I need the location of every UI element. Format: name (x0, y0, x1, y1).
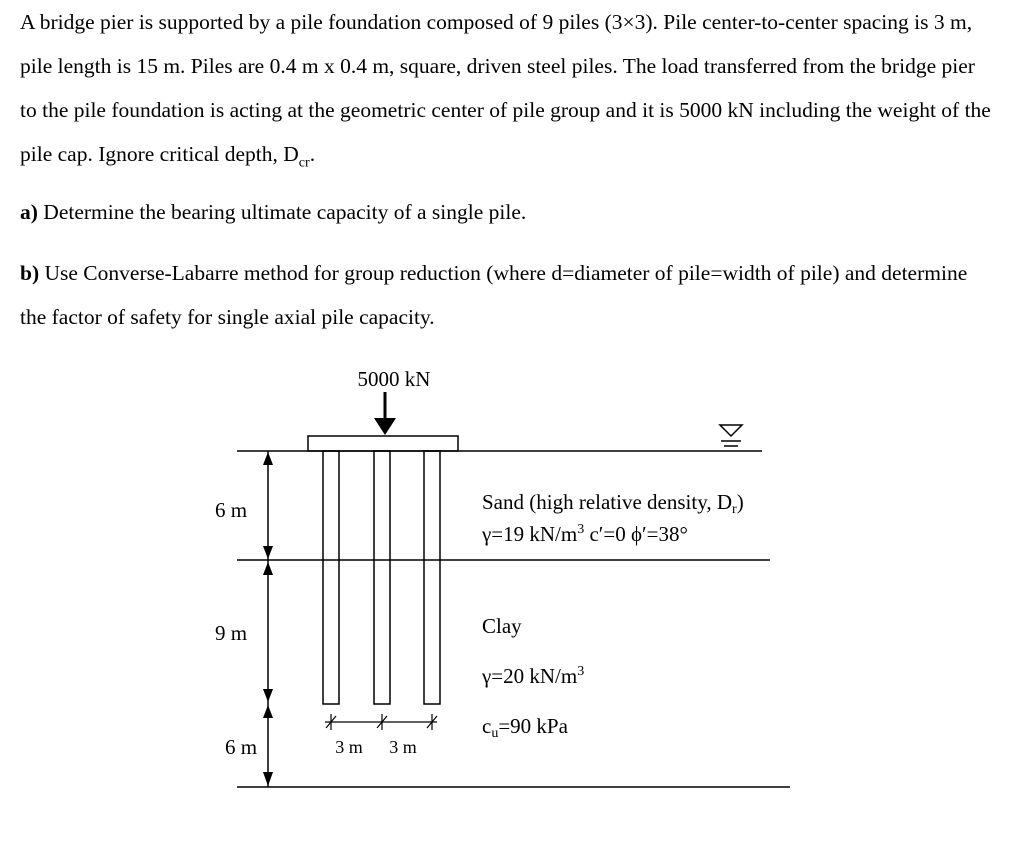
pile-left (323, 451, 339, 704)
load-label: 5000 kN (357, 367, 431, 391)
pile-right (424, 451, 440, 704)
problem-end: . (309, 142, 316, 166)
water-table-icon (720, 425, 742, 436)
depth-label-sand: 6 m (215, 498, 248, 522)
part-a-label: a) (20, 200, 38, 224)
clay-layer-cu: cu=90 kPa (482, 714, 568, 741)
problem-text: A bridge pier is supported by a pile foundation composed of 9 piles (3×3). Pile center-to-center spacing is 3 m, pile length is 15 m. Piles are 0.4 m x 0.4 m, square, driven steel piles. The load transferred from the bridge pier to the pile foundation is acting at the geometric center of pile group and it is 5000 kN including the weight of the pile cap. Ignore critical depth, D (20, 10, 991, 166)
part-b-label: b) (20, 261, 40, 285)
dim-arrow-3-down (263, 772, 273, 786)
load-arrow-head (374, 418, 396, 435)
dim-arrow-1-up (263, 452, 273, 465)
problem-subscript: cr (298, 155, 310, 171)
part-a-text: Determine the bearing ultimate capacity of a single pile. (37, 200, 527, 224)
dim-arrow-2-down (263, 689, 273, 702)
dim-arrow-2-up (263, 562, 273, 575)
pile-middle (374, 451, 390, 704)
dim-arrow-1-down (263, 546, 273, 559)
depth-label-clay-pile: 9 m (215, 621, 248, 645)
spacing-label-2: 3 m (389, 737, 417, 757)
dim-arrow-3-up (263, 705, 273, 718)
depth-label-clay-below: 6 m (225, 735, 258, 759)
clay-layer-name: Clay (482, 614, 522, 638)
sand-layer-properties: γ=19 $kN/m^3$ c′=0 ϕ′=38° (482, 522, 688, 546)
spacing-label-1: 3 m (335, 737, 363, 757)
sand-layer-name: Sand (high relative density, Dr) (482, 490, 744, 517)
clay-layer-gamma: γ=20 $kN/m^3$ (482, 664, 585, 688)
pile-cap (308, 436, 458, 451)
part-b-text: Use Converse-Labarre method for group reduction (where d=diameter of pile=width of pile) and determine the factor of safety for single axial pile capacity. (20, 261, 968, 329)
